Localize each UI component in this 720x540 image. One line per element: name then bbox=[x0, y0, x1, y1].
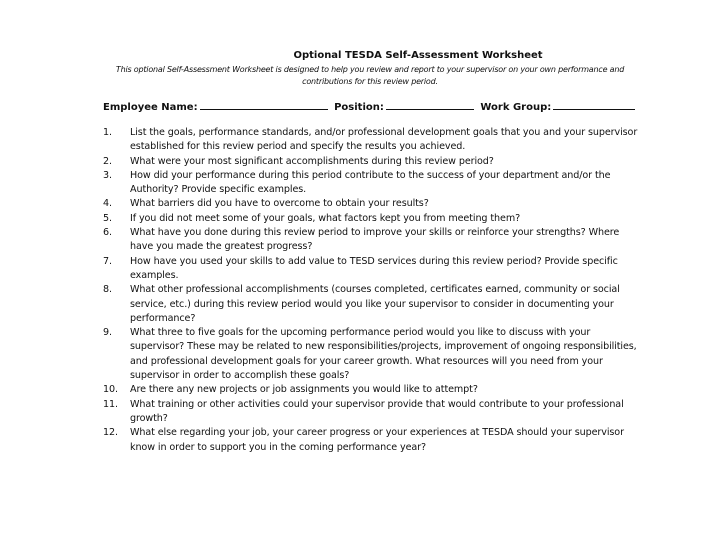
question-number: 9. bbox=[103, 327, 112, 339]
question-text: How did your performance during this period contribute to the success of your department and/or the Authority? Provide specific examples. bbox=[130, 169, 611, 196]
question-item bbox=[103, 383, 643, 397]
question-number: 12. bbox=[103, 427, 118, 439]
question-text: What other professional accomplishments (courses completed, certificates earned, community or social service, etc.) during this review period would you like your supervisor to consider in documenting your performance? bbox=[130, 284, 620, 324]
question-item bbox=[103, 126, 643, 155]
work-group-label: Work Group: bbox=[480, 102, 552, 113]
question-number: 6. bbox=[103, 227, 112, 239]
question-item bbox=[103, 169, 643, 198]
worksheet-subtitle: This optional Self-Assessment Worksheet is designed to help you review and report to your supervisor on your own performance and contributions for this review period. bbox=[115, 65, 625, 86]
question-text: What barriers did you have to overcome to obtain your results? bbox=[130, 198, 429, 210]
question-text: List the goals, performance standards, and/or professional development goals that you and your supervisor established for this review period and specify the results you achieved. bbox=[130, 127, 638, 153]
question-text: What three to five goals for the upcoming performance period would you like to discuss with your supervisor? These may be related to new responsibilities/projects, improvement of ongoing responsibilities, and professional development goals for your career growth. What resources will you need from your supervisor in order to accomplish these goals? bbox=[130, 327, 637, 382]
question-list bbox=[103, 126, 643, 455]
question-number: 5. bbox=[103, 212, 112, 224]
question-item bbox=[103, 398, 643, 427]
question-item bbox=[103, 255, 643, 284]
question-number: 1. bbox=[103, 127, 112, 138]
question-text: If you did not meet some of your goals, what factors kept you from meeting them? bbox=[130, 212, 521, 224]
question-item bbox=[103, 283, 643, 326]
question-number: 4. bbox=[103, 198, 112, 210]
employee-name-label: Employee Name: bbox=[103, 102, 198, 113]
question-number: 3. bbox=[103, 169, 112, 181]
question-text: What else regarding your job, your career progress or your experiences at TESDA should your supervisor know in order to support you in the coming performance year? bbox=[130, 427, 624, 453]
employee-name-field[interactable] bbox=[200, 99, 328, 110]
work-group-field[interactable] bbox=[553, 99, 635, 110]
question-item bbox=[103, 155, 643, 169]
question-number: 8. bbox=[103, 284, 112, 296]
question-text: How have you used your skills to add value to TESD services during this review period? Provide specific examples. bbox=[130, 255, 618, 281]
question-number: 2. bbox=[103, 155, 112, 167]
position-field[interactable] bbox=[386, 99, 474, 110]
question-number: 11. bbox=[103, 398, 118, 410]
question-text: What training or other activities could your supervisor provide that would contribute to your professional growth? bbox=[130, 398, 624, 424]
question-item bbox=[103, 226, 643, 255]
question-item bbox=[103, 212, 643, 226]
question-number: 7. bbox=[103, 255, 112, 267]
question-item bbox=[103, 197, 643, 211]
worksheet-title: Optional TESDA Self-Assessment Worksheet bbox=[293, 50, 543, 61]
employee-fields bbox=[103, 99, 638, 113]
question-text: What were your most significant accomplishments during this review period? bbox=[130, 155, 494, 167]
question-text: What have you done during this review period to improve your skills or reinforce your strengths? Where have you made the greatest progress? bbox=[130, 227, 620, 253]
position-label: Position: bbox=[334, 102, 384, 113]
question-item bbox=[103, 426, 643, 455]
question-number: 10. bbox=[103, 384, 118, 396]
question-text: Are there any new projects or job assignments you would like to attempt? bbox=[130, 384, 478, 396]
question-item bbox=[103, 326, 643, 383]
